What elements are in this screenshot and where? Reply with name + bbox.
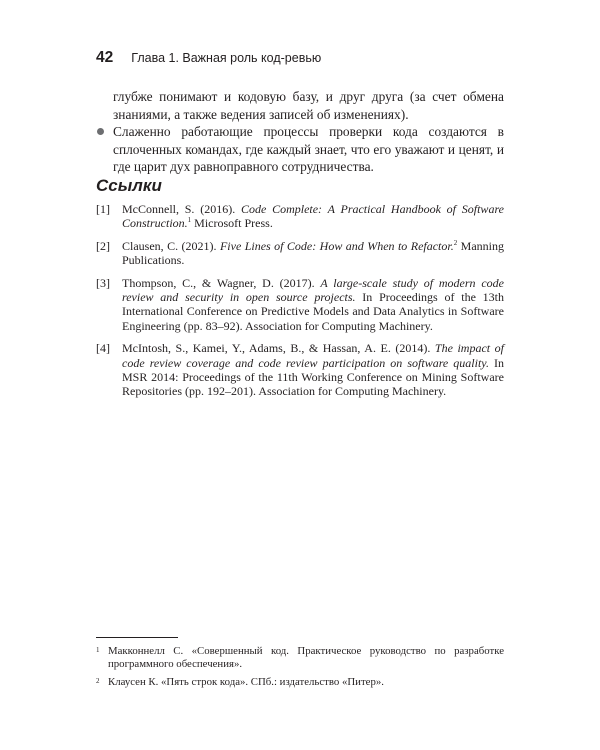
reference-number: [4] — [96, 341, 110, 356]
running-title: Глава 1. Важная роль код-ревью — [131, 51, 322, 65]
reference-authors: Clausen, C. (2021). — [122, 238, 220, 253]
footnote-item — [96, 645, 504, 671]
reference-item — [96, 276, 504, 334]
bullet-dot-icon — [97, 128, 104, 135]
footnote-marker: 2 — [453, 238, 458, 247]
reference-authors: McIntosh, S., Kamei, Y., Adams, B., & Hassan, A. E. (2014). — [122, 341, 435, 356]
page-header — [96, 49, 321, 69]
reference-publisher: In Proceedings of the 13th International Conference on Predictive Models and Data Analytics in Software Engineering (pp. 83–92). Association for Computing Machinery. — [122, 290, 505, 333]
reference-text — [122, 239, 504, 268]
reference-publisher: Manning Publications. — [122, 238, 504, 268]
reference-authors: McConnell, S. (2016). — [122, 202, 241, 216]
reference-title: The impact of code review coverage and code review participation on software quality. — [122, 341, 504, 370]
bullet-text: Слаженно работающие процессы проверки кода создаются в сплоченных командах, где каждый знает, что его уважают и ценят, и где царит дух равноправного сотрудничества. — [113, 124, 504, 175]
footnote-number: 2 — [96, 677, 100, 685]
reference-authors: Thompson, C., & Wagner, D. (2017). — [122, 275, 321, 290]
bullet-list-item — [96, 123, 504, 176]
footnote-marker: 1 — [187, 216, 192, 225]
reference-list — [96, 202, 504, 407]
reference-title: Five Lines of Code: How and When to Refactor. — [219, 238, 454, 253]
footnote-list — [96, 645, 504, 694]
reference-text — [122, 341, 504, 399]
reference-publisher: Microsoft Press. — [191, 216, 273, 231]
reference-publisher: In MSR 2014: Proceedings of the 11th Working Conference on Mining Software Repositories (pp. 192–201). Association for Computing Machinery. — [122, 355, 504, 399]
section-heading: Ссылки — [96, 176, 162, 195]
footnote-text: Клаусен К. «Пять строк кода». СПб.: издательство «Питер». — [108, 676, 384, 688]
reference-title: A large-scale study of modern code review and security in open source projects. — [122, 275, 504, 305]
reference-item — [96, 239, 504, 268]
continuation-paragraph: глубже понимают и кодовую базу, и друг друга (за счет обмена знаниями, а также ведения записей об изменениях). — [113, 89, 504, 122]
reference-number: [3] — [96, 275, 110, 290]
reference-item — [96, 341, 504, 399]
reference-number: [2] — [96, 238, 110, 253]
reference-text — [122, 202, 504, 231]
reference-number: [1] — [96, 202, 110, 216]
page-number: 42 — [96, 49, 114, 66]
footnote-text: Макконнелл С. «Совершенный код. Практическое руководство по разработке программного обеспечения». — [108, 645, 504, 670]
reference-text — [122, 276, 504, 334]
footnote-item — [96, 676, 504, 689]
footnote-divider — [96, 637, 178, 638]
reference-item — [96, 202, 504, 231]
footnote-number: 1 — [96, 646, 100, 654]
reference-title: Code Complete: A Practical Handbook of Software Construction. — [122, 202, 504, 231]
